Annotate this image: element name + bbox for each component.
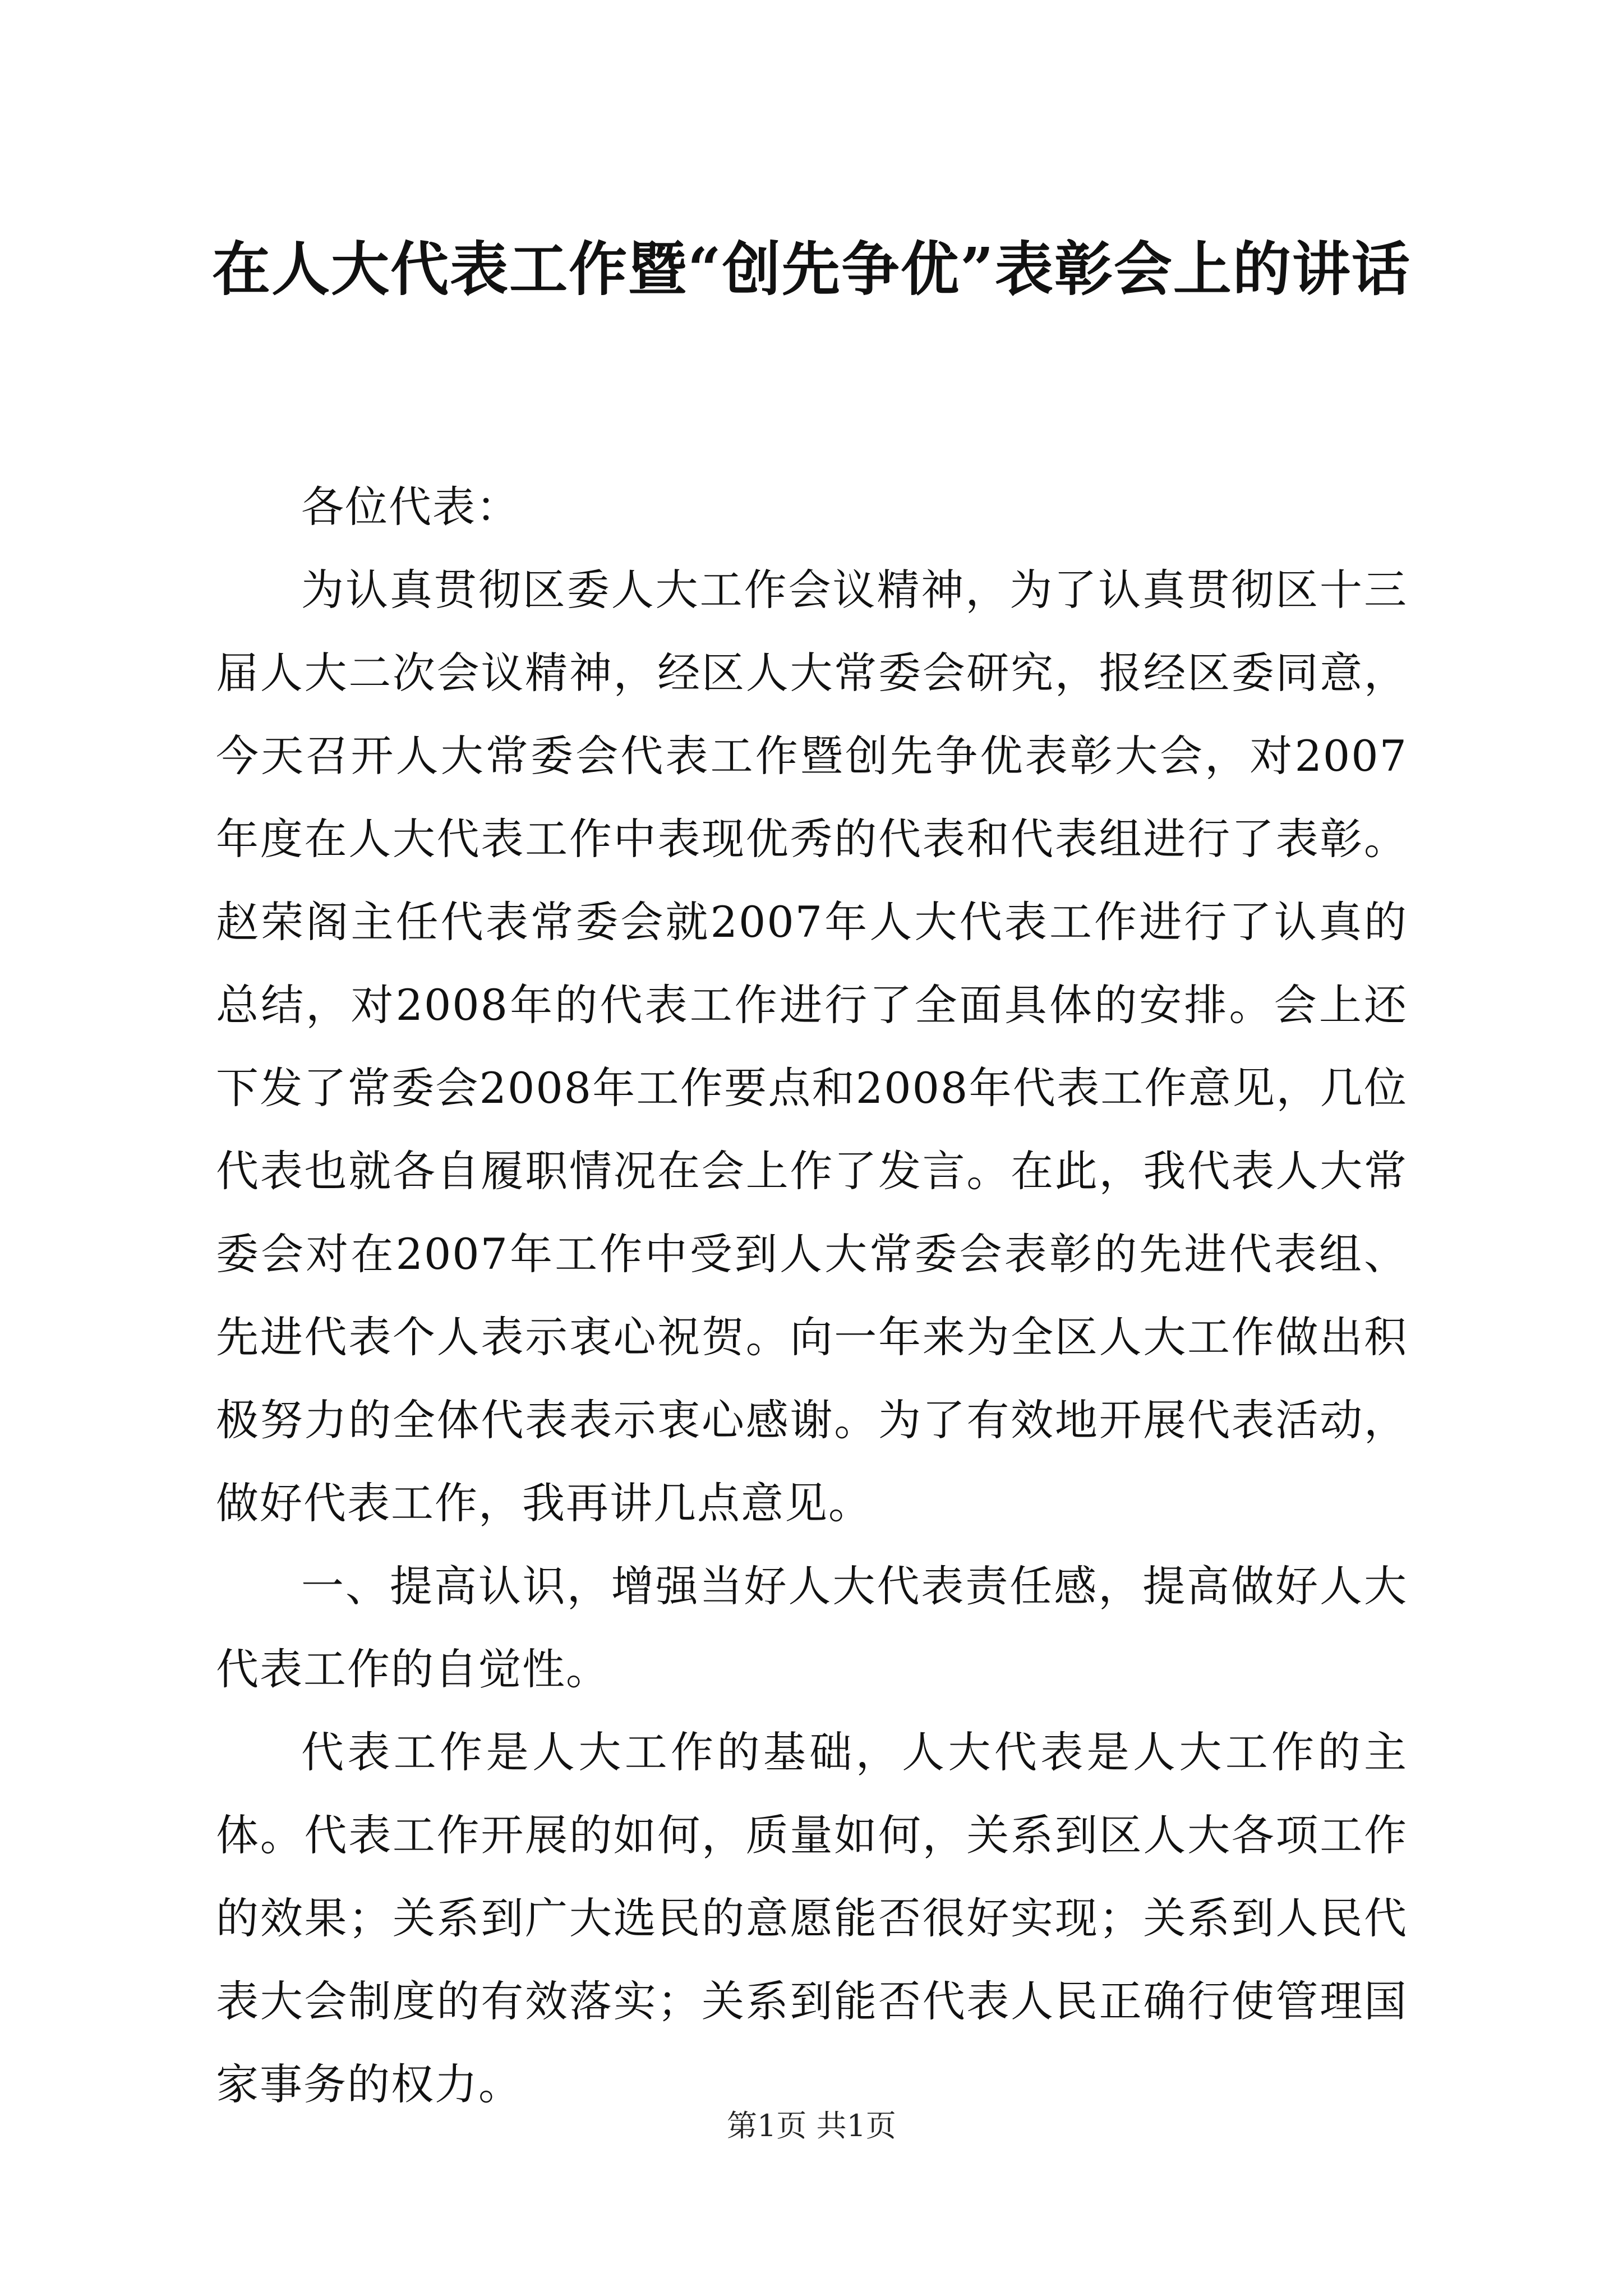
paragraph-3: 代表工作是人大工作的基础，人大代表是人大工作的主体。代表工作开展的如何，质量如何，关系到区人大各项工作的效果；关系到广大选民的意愿能否很好实现；关系到人民代表大会制度的有效落实；关系到能否代表人民正确行使管理国家事务的权力。 [216, 1727, 1408, 2109]
page-footer: 第1页 共1页 [727, 2108, 896, 2143]
paragraph-1: 为认真贯彻区委人大工作会议精神，为了认真贯彻区十三届人大二次会议精神，经区人大常委会研究，报经区委同意，今天召开人大常委会代表工作暨创先争优表彰大会，对2007年度在人大代表工作中表现优秀的代表和代表组进行了表彰。赵荣阁主任代表常委会就2007年人大代表工作进行了认真的总结，对2008年的代表工作进行了全面具体的安排。会上还下发了常委会2008年工作要点和2008年代表工作意见，几位代表也就各自履职情况在会上作了发言。在此，我代表人大常委会对在2007年工作中受到人大常委会表彰的先进代表组、先进代表个人表示衷心祝贺。向一年来为全区人大工作做出积极努力的全体代表表示衷心感谢。为了有效地开展代表活动，做好代表工作，我再讲几点意见。 [216, 565, 1408, 1528]
document-body [216, 466, 1408, 2126]
paragraph-2-heading: 一、提高认识，增强当好人大代表责任感，提高做好人大代表工作的自觉性。 [216, 1561, 1408, 1694]
document-title: 在人大代表工作暨“创先争优”表彰会上的讲话 [212, 234, 1411, 303]
salutation: 各位代表： [301, 482, 520, 532]
